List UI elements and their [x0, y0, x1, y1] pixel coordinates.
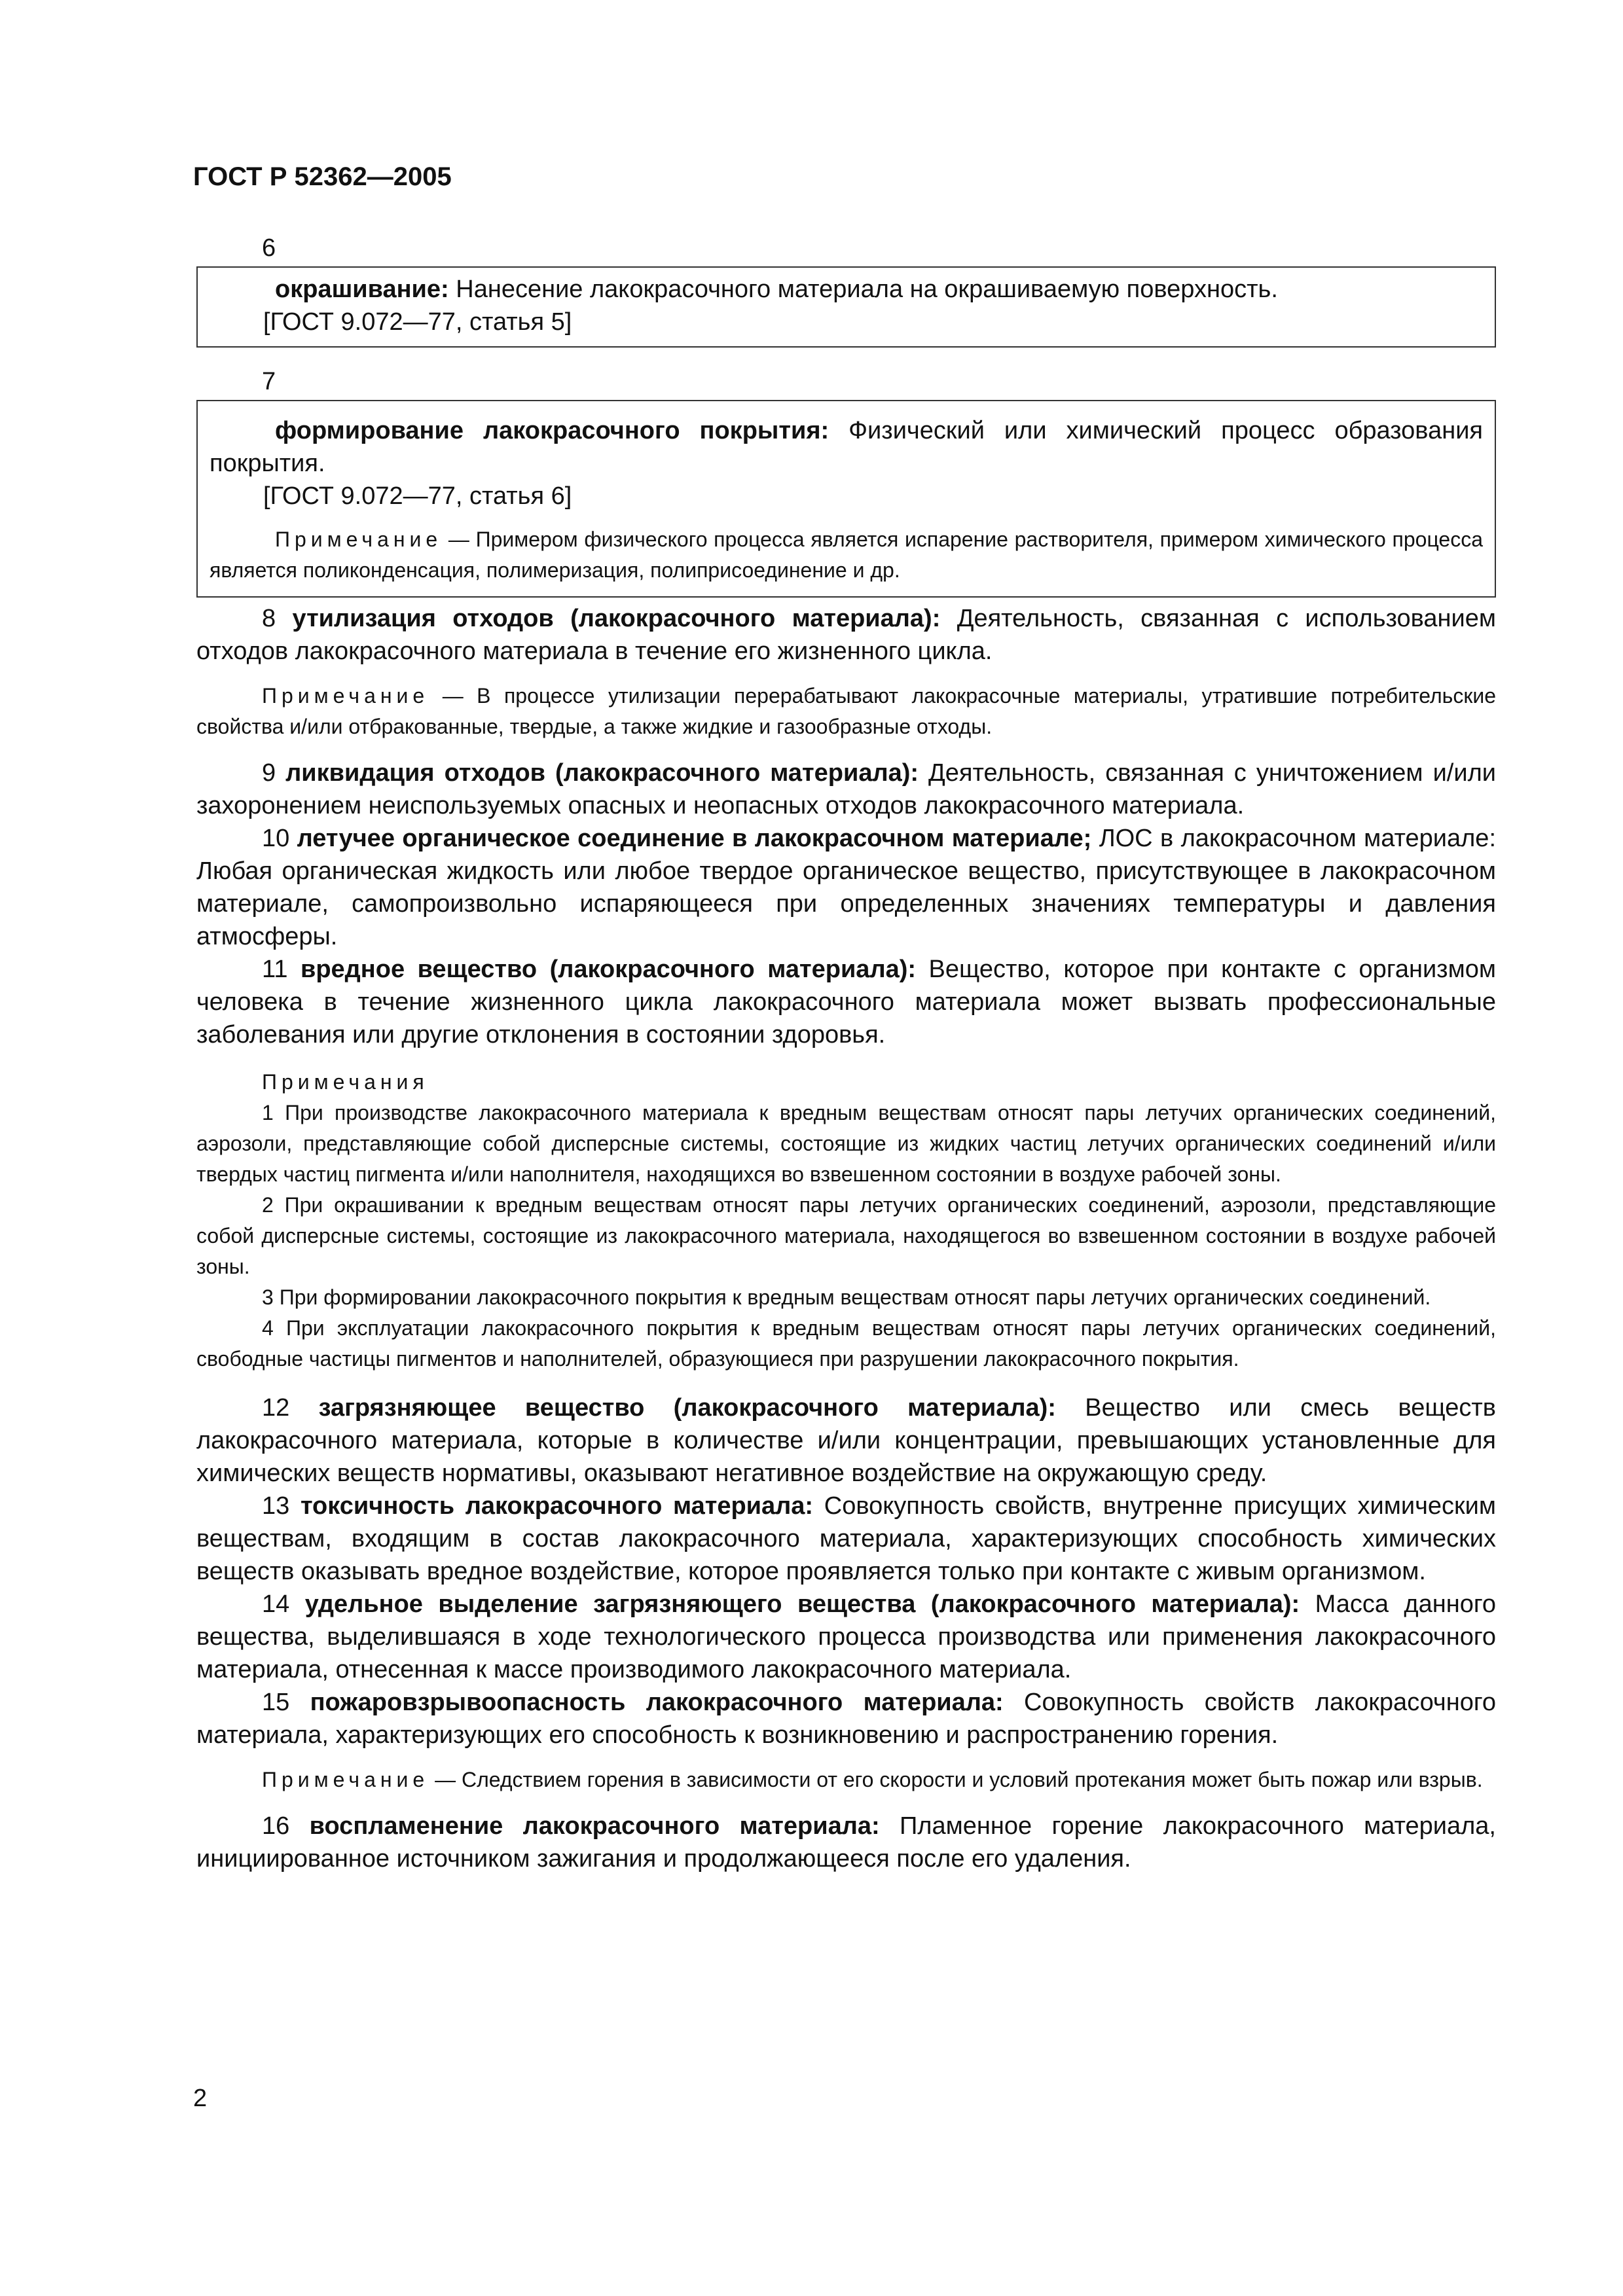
term-9: [196, 757, 1496, 822]
term-7-note-label: Примечание: [275, 528, 443, 551]
term-14: [196, 1588, 1496, 1686]
term-13-definition: Совокупность свойств, внутренне присущих химическим веществам, входящим в состав лакокрасочного материала, характеризующих способность химических веществ оказывать вредное воздействие, которое проявляется только при контакте с живым организмом.: [196, 1492, 1496, 1585]
term-15-note: [196, 1765, 1496, 1795]
term-7-box: [196, 400, 1496, 598]
term-11-notes-label: [196, 1067, 1496, 1098]
term-10-term: летучее органическое соединение в лакокрасочном материале;: [297, 825, 1092, 852]
term-15-number: 15: [262, 1689, 310, 1716]
term-12-definition: Вещество или смесь веществ лакокрасочного материала, которые в количестве и/или концентрации, превышающих установленные для химических веществ нормативы, оказывают негативное воздействие на окружающую среду.: [196, 1394, 1496, 1487]
term-6-term: окрашивание:: [275, 276, 449, 303]
term-16: [196, 1810, 1496, 1875]
term-7-note: [210, 524, 1483, 586]
term-10-number: 10: [262, 825, 297, 852]
term-15-note-label: Примечание: [262, 1768, 429, 1791]
term-13-term: токсичность лакокрасочного материала:: [300, 1492, 814, 1520]
term-15-term: пожаровзрывоопасность лакокрасочного материала:: [310, 1689, 1004, 1716]
term-11-note-4: 4 При эксплуатации лакокрасочного покрытия к вредным веществам относят пары летучих органических соединений, свободные частицы пигментов и наполнителей, образующиеся при разрушении лакокрасочного покрытия.: [196, 1316, 1496, 1371]
term-14-number: 14: [262, 1590, 305, 1618]
term-7-number: 7: [262, 368, 276, 395]
term-11-number: 11: [262, 956, 301, 983]
term-9-term: ликвидация отходов (лакокрасочного материала):: [285, 759, 919, 787]
term-16-term: воспламенение лакокрасочного материала:: [309, 1812, 880, 1840]
term-11: [196, 953, 1496, 1051]
term-8-note-label: Примечание: [262, 684, 429, 708]
term-13: [196, 1490, 1496, 1588]
term-11-note-2: 2 При окрашивании к вредным веществам относят пары летучих органических соединений, аэрозоли, представляющие собой дисперсные системы, состоящие из лакокрасочного материала, находящегося во взвешенном состоянии в воздухе рабочей зоны.: [196, 1193, 1496, 1278]
term-11-term: вредное вещество (лакокрасочного материала):: [300, 956, 917, 983]
term-10-definition: ЛОС в лакокрасочном материале: Любая органическая жидкость или любое твердое органическое вещество, присутствующее в лакокрасочном материале, самопроизвольно испаряющееся при определенных значениях температуры и давления атмосферы.: [196, 825, 1497, 950]
term-6-definition: Нанесение лакокрасочного материала на окрашиваемую поверхность.: [448, 276, 1278, 303]
term-7-term: формирование лакокрасочного покрытия:: [275, 417, 830, 444]
term-8: [196, 602, 1496, 668]
term-15: [196, 1686, 1496, 1751]
term-10: [196, 822, 1496, 953]
term-8-definition: Деятельность, связанная с использованием отходов лакокрасочного материала в течение его жизненного цикла.: [196, 605, 1496, 665]
term-9-number: 9: [262, 759, 286, 787]
term-14-term: удельное выделение загрязняющего вещества (лакокрасочного материала):: [304, 1590, 1300, 1618]
term-8-term: утилизация отходов (лакокрасочного материала):: [292, 605, 941, 632]
standard-header: ГОСТ Р 52362—2005: [193, 162, 452, 191]
term-12-term: загрязняющее вещество (лакокрасочного материала):: [318, 1394, 1056, 1422]
term-15-definition: Совокупность свойств лакокрасочного материала, характеризующих его способность к возникновению и распространению горения.: [196, 1689, 1496, 1749]
term-11-definition: Вещество, которое при контакте с организмом человека в течение жизненного цикла лакокрасочного материала может вызвать профессиональные заболевания или другие отклонения в состоянии здоровья.: [196, 956, 1496, 1049]
term-7-reference: [ГОСТ 9.072—77, статья 6]: [263, 482, 572, 510]
term-8-number: 8: [262, 605, 293, 632]
term-12-number: 12: [262, 1394, 319, 1422]
term-6-box: [196, 266, 1496, 348]
term-6-block: [196, 230, 1496, 348]
term-7-text: [210, 414, 1483, 480]
term-7-block: [196, 364, 1496, 598]
term-11-note-1: 1 При производстве лакокрасочного материала к вредным веществам относят пары летучих органических соединений, аэрозоли, представляющие собой дисперсные системы, состоящие из жидких частиц летучих органических соединений и/или твердых частиц пигмента и/или наполнителя, находящихся во взвешенном состоянии в воздухе рабочей зоны.: [196, 1101, 1496, 1186]
term-9-definition: Деятельность, связанная с уничтожением и/или захоронением неиспользуемых опасных и неопасных отходов лакокрасочного материала.: [196, 759, 1496, 819]
term-8-note: [196, 681, 1496, 742]
term-7-definition: Физический или химический процесс образования покрытия.: [210, 417, 1483, 477]
term-14-definition: Масса данного вещества, выделившаяся в ходе технологического процесса производства или применения лакокрасочного материала, отнесенная к массе производимого лакокрасочного материала.: [196, 1590, 1496, 1683]
term-12: [196, 1391, 1496, 1490]
terms-list: [196, 602, 1496, 1875]
term-8-note-text: — В процессе утилизации перерабатывают лакокрасочные материалы, утратившие потребительские свойства и/или отбракованные, твердые, а также жидкие и газообразные отходы.: [196, 684, 1496, 738]
term-13-number: 13: [262, 1492, 301, 1520]
term-6-text: [210, 273, 1483, 306]
term-16-number: 16: [262, 1812, 310, 1840]
term-7-note-text: — Примером физического процесса является испарение растворителя, примером химического процесса является поликонденсация, полимеризация, полиприсоединение и др.: [210, 528, 1483, 582]
term-16-definition: Пламенное горение лакокрасочного материала, инициированное источником зажигания и продолжающееся после его удаления.: [196, 1812, 1496, 1873]
term-6-reference: [ГОСТ 9.072—77, статья 5]: [263, 308, 572, 336]
notes-heading: Примечания: [262, 1070, 429, 1094]
page-number: 2: [193, 2085, 208, 2112]
term-6-number: 6: [262, 234, 276, 262]
term-15-note-text: — Следствием горения в зависимости от его скорости и условий протекания может быть пожар или взрыв.: [429, 1768, 1483, 1791]
term-11-note-3: 3 При формировании лакокрасочного покрытия к вредным веществам относят пары летучих органических соединений.: [262, 1285, 1431, 1309]
